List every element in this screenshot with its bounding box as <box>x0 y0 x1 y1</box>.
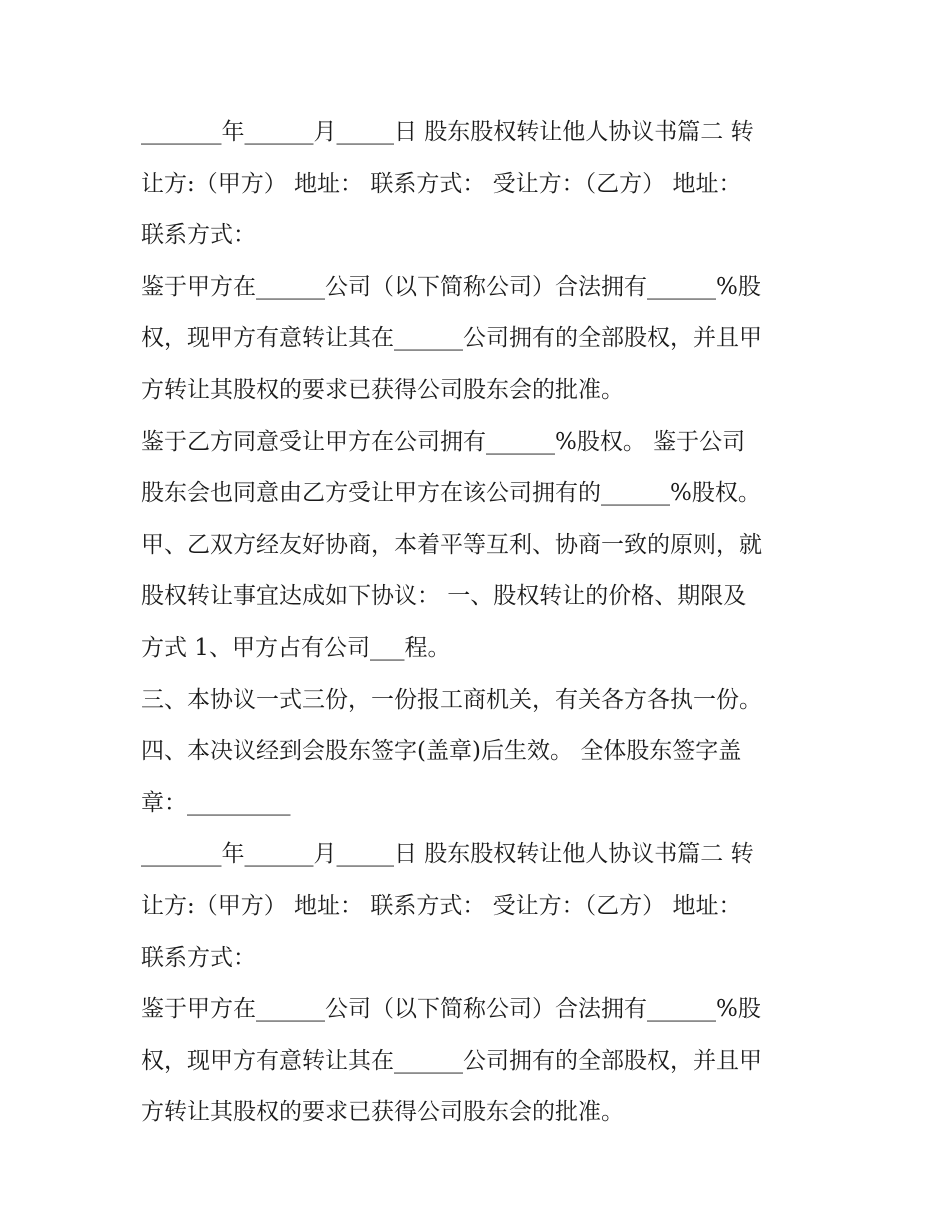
text-line: 鉴于甲方在______公司（以下简称公司）合法拥有______%股 <box>141 996 761 1023</box>
text-line: _______年______月_____日 股东股权转让他人协议书篇二 转 <box>141 119 754 145</box>
text-line: _______年______月_____日 股东股权转让他人协议书篇二 转 <box>141 841 754 868</box>
text-line: 四、本决议经到会股东签字(盖章)后生效。 全体股东签字盖 <box>141 738 742 765</box>
text-line: 鉴于乙方同意受让甲方在公司拥有______%股权。 鉴于公司 <box>141 428 746 455</box>
text-line: 方式 1、甲方占有公司___程。 <box>141 634 451 661</box>
text-line: 章：_________ <box>141 789 291 816</box>
text-line: 联系方式： <box>141 944 256 971</box>
text-line: 鉴于甲方在______公司（以下简称公司）合法拥有______%股 <box>141 273 761 300</box>
text-line: 股权转让事宜达成如下协议： 一、股权转让的价格、期限及 <box>141 583 747 610</box>
text-line: 让方:（甲方） 地址： 联系方式： 受让方：（乙方） 地址： <box>141 170 742 197</box>
text-line: 甲、乙双方经友好协商，本着平等互利、协商一致的原则，就 <box>141 531 762 558</box>
document-body <box>141 107 821 1139</box>
text-line: 联系方式： <box>141 222 256 249</box>
text-line: 权，现甲方有意转让其在______公司拥有的全部股权，并且甲 <box>141 1047 762 1074</box>
text-line: 方转让其股权的要求已获得公司股东会的批准。 <box>141 1099 624 1126</box>
text-line: 方转让其股权的要求已获得公司股东会的批准。 <box>141 376 624 403</box>
text-line: 三、本协议一式三份，一份报工商机关，有关各方各执一份。 <box>141 686 762 713</box>
text-line: 权，现甲方有意转让其在______公司拥有的全部股权，并且甲 <box>141 325 762 352</box>
text-line: 股东会也同意由乙方受让甲方在该公司拥有的______%股权。 <box>141 480 761 507</box>
text-line: 让方:（甲方） 地址： 联系方式： 受让方：（乙方） 地址： <box>141 892 742 919</box>
